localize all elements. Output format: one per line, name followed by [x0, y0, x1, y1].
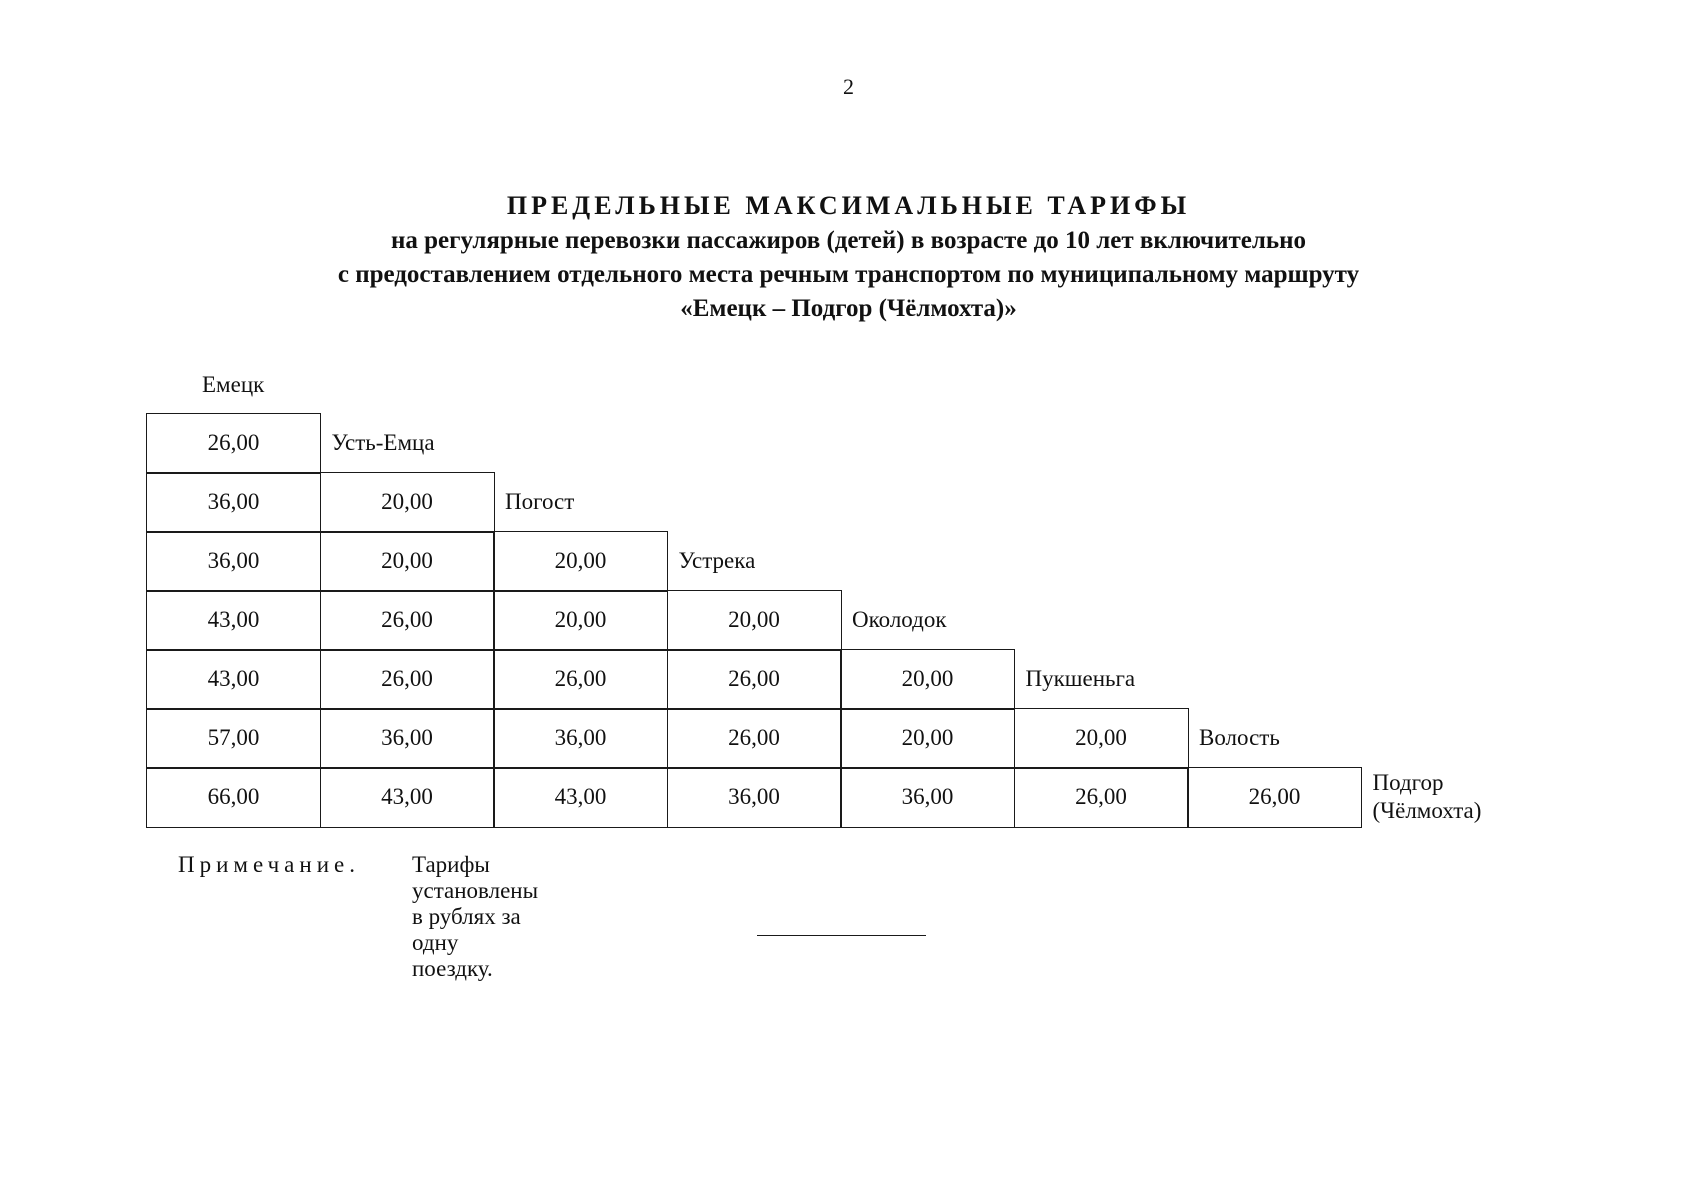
- station-label: Устрека: [678, 548, 756, 573]
- fare-cell: 20,00: [493, 590, 668, 651]
- fare-cell: 26,00: [493, 649, 668, 710]
- note-label: Примечание.: [178, 852, 360, 877]
- fare-cell: 20,00: [840, 708, 1015, 769]
- title-line: «Емецк – Подгор (Чёлмохта)»: [680, 295, 1017, 322]
- station-label: Усть-Емца: [331, 430, 435, 455]
- end-rule: [757, 935, 926, 936]
- fare-cell: 20,00: [493, 531, 668, 592]
- title-line: на регулярные перевозки пассажиров (детей) в возрасте до 10 лет включительно: [390, 227, 1307, 254]
- fare-cell: 36,00: [320, 708, 495, 769]
- station-label: Емецк: [202, 372, 265, 397]
- document-title: [0, 188, 1697, 326]
- fare-cell: 36,00: [840, 767, 1015, 828]
- fare-cell: 20,00: [840, 649, 1015, 710]
- station-label: Пукшеньга: [1025, 666, 1136, 691]
- station-label: Погост: [505, 489, 575, 514]
- note-text: Тарифы установлены в рублях за одну поездку.: [412, 852, 539, 981]
- fare-cell: 43,00: [320, 767, 495, 828]
- page-number: 2: [843, 74, 854, 99]
- fare-cell: 26,00: [667, 649, 842, 710]
- fare-cell: 66,00: [146, 767, 321, 828]
- fare-cell: 36,00: [146, 472, 321, 533]
- fare-cell: 26,00: [320, 649, 495, 710]
- fare-cell: 57,00: [146, 708, 321, 769]
- fare-cell: 20,00: [320, 531, 495, 592]
- title-line: с предоставлением отдельного места речным транспортом по муниципальному маршруту: [337, 261, 1360, 288]
- fare-cell: 36,00: [667, 767, 842, 828]
- fare-cell: 20,00: [320, 472, 495, 533]
- fare-cell: 26,00: [1014, 767, 1189, 828]
- fare-cell: 26,00: [1187, 767, 1362, 828]
- fare-cell: 26,00: [667, 708, 842, 769]
- fare-cell: 26,00: [320, 590, 495, 651]
- fare-cell: 43,00: [146, 649, 321, 710]
- station-label: Волость: [1199, 725, 1280, 750]
- fare-cell: 20,00: [1014, 708, 1189, 769]
- station-label: Подгор (Чёлмохта): [1372, 770, 1482, 823]
- fare-cell: 36,00: [146, 531, 321, 592]
- fare-cell: 26,00: [146, 413, 321, 474]
- title-main: ПРЕДЕЛЬНЫЕ МАКСИМАЛЬНЫЕ ТАРИФЫ: [506, 191, 1191, 220]
- fare-cell: 43,00: [493, 767, 668, 828]
- station-label: Околодок: [852, 607, 947, 632]
- fare-cell: 43,00: [146, 590, 321, 651]
- fare-cell: 36,00: [493, 708, 668, 769]
- fare-cell: 20,00: [667, 590, 842, 651]
